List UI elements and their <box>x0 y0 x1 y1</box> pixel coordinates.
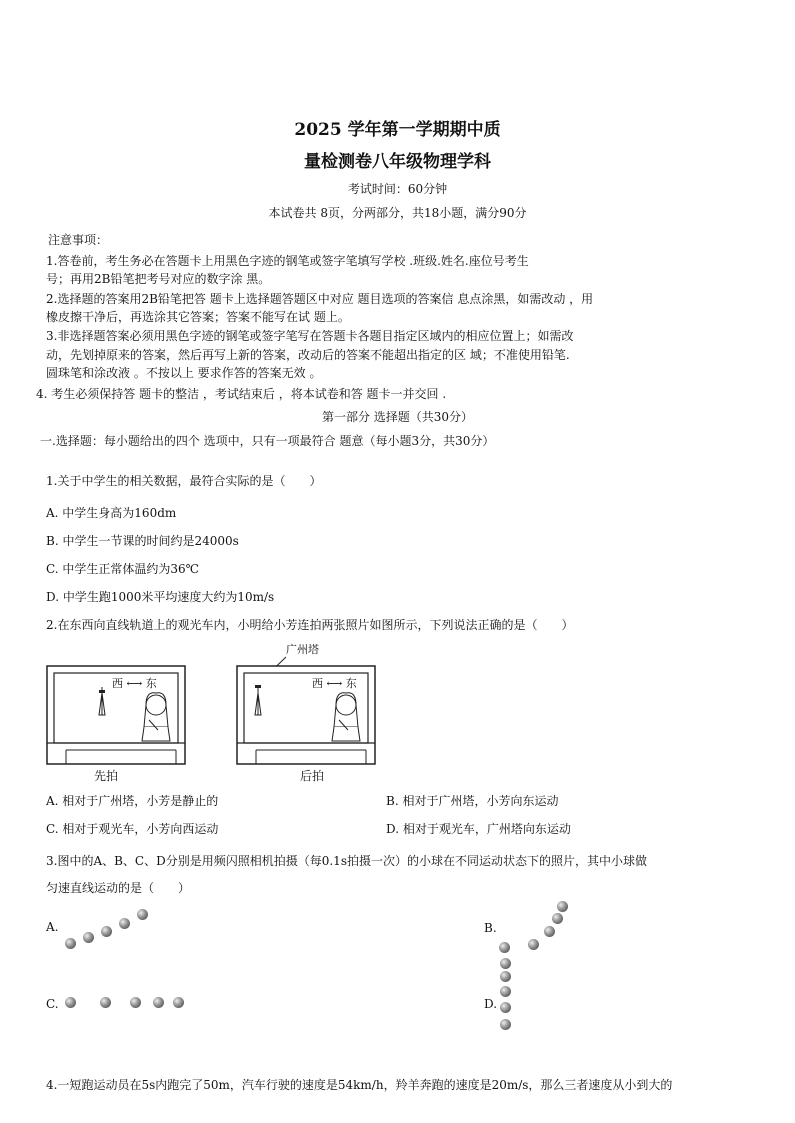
notice-line-3: 2.选择题的答案用2B铅笔把答 题卡上选择题答题区中对应 题目选项的答案信 息点涂黑，如需改动 ，用 <box>46 292 594 306</box>
q3-c-ball <box>173 997 184 1008</box>
q2-photo2-direction: 西 ⟷ 东 <box>312 677 357 690</box>
notice-line-5: 3.非选择题答案必须用黑色字迹的钢笔或签字笔写在答题卡各题目指定区域内的相应位置上；如需改 <box>46 329 574 343</box>
q3-c-ball <box>130 997 141 1008</box>
q1-stem: 1.关于中学生的相关数据，最符合实际的是（ ） <box>46 474 322 488</box>
q2-photo1-direction: 西 ⟷ 东 <box>112 677 157 690</box>
q3-label-b: B. <box>484 921 497 935</box>
q1-option-a: A. 中学生身高为160dm <box>46 506 177 520</box>
q3-a-ball <box>137 909 148 920</box>
q3-d-ball <box>500 958 511 969</box>
q3-b-ball <box>557 901 568 912</box>
q3-d-ball <box>500 1019 511 1030</box>
q2-option-a: A. 相对于广州塔，小芳是静止的 <box>46 794 219 808</box>
exam-title-line1: 2025 学年第一学期期中质 <box>294 120 501 140</box>
q1-option-b: B. 中学生一节课的时间约是24000s <box>46 534 239 548</box>
q3-label-d: D. <box>484 997 498 1011</box>
exam-info: 本试卷共 8页，分两部分，共18小题，满分90分 <box>268 206 527 220</box>
notice-line-2: 号；再用2B铅笔把考号对应的数字涂 黑。 <box>46 272 271 286</box>
q3-stem-line1: 3.图中的A、B、C、D分别是用频闪照相机拍摄（每0.1s拍摄一次）的小球在不同运动状态下的照片，其中小球做 <box>46 854 647 868</box>
q3-b-ball <box>552 913 563 924</box>
q2-option-b: B. 相对于广州塔，小芳向东运动 <box>386 794 559 808</box>
q1-option-c: C. 中学生正常体温约为36℃ <box>46 562 200 576</box>
q4-stem: 4.一短跑运动员在5s内跑完了50m，汽车行驶的速度是54km/h，羚羊奔跑的速度是20m/s，那么三者速度从小到大的 <box>46 1078 673 1092</box>
q3-c-ball <box>65 997 76 1008</box>
exam-title-line2: 量检测卷八年级物理学科 <box>304 152 491 172</box>
q3-stem-line2: 匀速直线运动的是（ ） <box>46 881 191 895</box>
q3-label-a: A. <box>46 920 59 934</box>
notice-line-1: 1.答卷前，考生务必在答题卡上用黑色字迹的钢笔或签字笔填写学校 .班级.姓名.座位号考生 <box>46 254 529 268</box>
q3-label-c: C. <box>46 997 59 1011</box>
q2-option-c: C. 相对于观光车，小芳向西运动 <box>46 822 219 836</box>
q2-tower-label: 广州塔 <box>286 643 319 656</box>
q3-a-ball <box>101 926 112 937</box>
q2-option-d: D. 相对于观光车，广州塔向东运动 <box>386 822 571 836</box>
notice-line-6: 动，先划掉原来的答案，然后再写上新的答案，改动后的答案不能超出指定的区 域；不准使用铅笔. <box>46 348 570 362</box>
q3-a-ball <box>119 918 130 929</box>
notice-heading: 注意事项： <box>48 233 109 247</box>
q3-b-ball <box>544 926 555 937</box>
q3-c-ball <box>100 997 111 1008</box>
q3-a-ball <box>65 938 76 949</box>
q3-d-ball <box>500 971 511 982</box>
notice-line-8: 4. 考生必须保持答 题卡的整洁 ，考试结束后 ，将本试卷和答 题卡一并交回 . <box>36 387 447 401</box>
part1-heading: 第一部分 选择题（共30分） <box>321 410 474 424</box>
notice-line-7: 圆珠笔和涂改液 。不按以上 要求作答的答案无效 。 <box>46 366 322 380</box>
part1-instruction: 一.选择题：每小题给出的四个 选项中，只有一项最符合 题意（每小题3分，共30分） <box>40 434 495 448</box>
q2-stem: 2.在东西向直线轨道上的观光车内，小明给小芳连拍两张照片如图所示，下列说法正确的是（ ） <box>46 618 574 632</box>
q3-b-ball <box>528 939 539 950</box>
notice-line-4: 橡皮擦干净后，再选涂其它答案；答案不能写在试 题上。 <box>46 310 350 324</box>
q2-caption-first: 先拍 <box>94 769 119 783</box>
exam-time: 考试时间：60分钟 <box>347 182 448 196</box>
q2-photo-second-figure <box>236 652 376 765</box>
q3-b-ball <box>499 942 510 953</box>
q3-a-ball <box>83 932 94 943</box>
q2-caption-second: 后拍 <box>300 769 325 783</box>
q3-c-ball <box>153 997 164 1008</box>
q1-option-d: D. 中学生跑1000米平均速度大约为10m/s <box>46 590 275 604</box>
q3-d-ball <box>500 986 511 997</box>
q3-d-ball <box>500 1002 511 1013</box>
